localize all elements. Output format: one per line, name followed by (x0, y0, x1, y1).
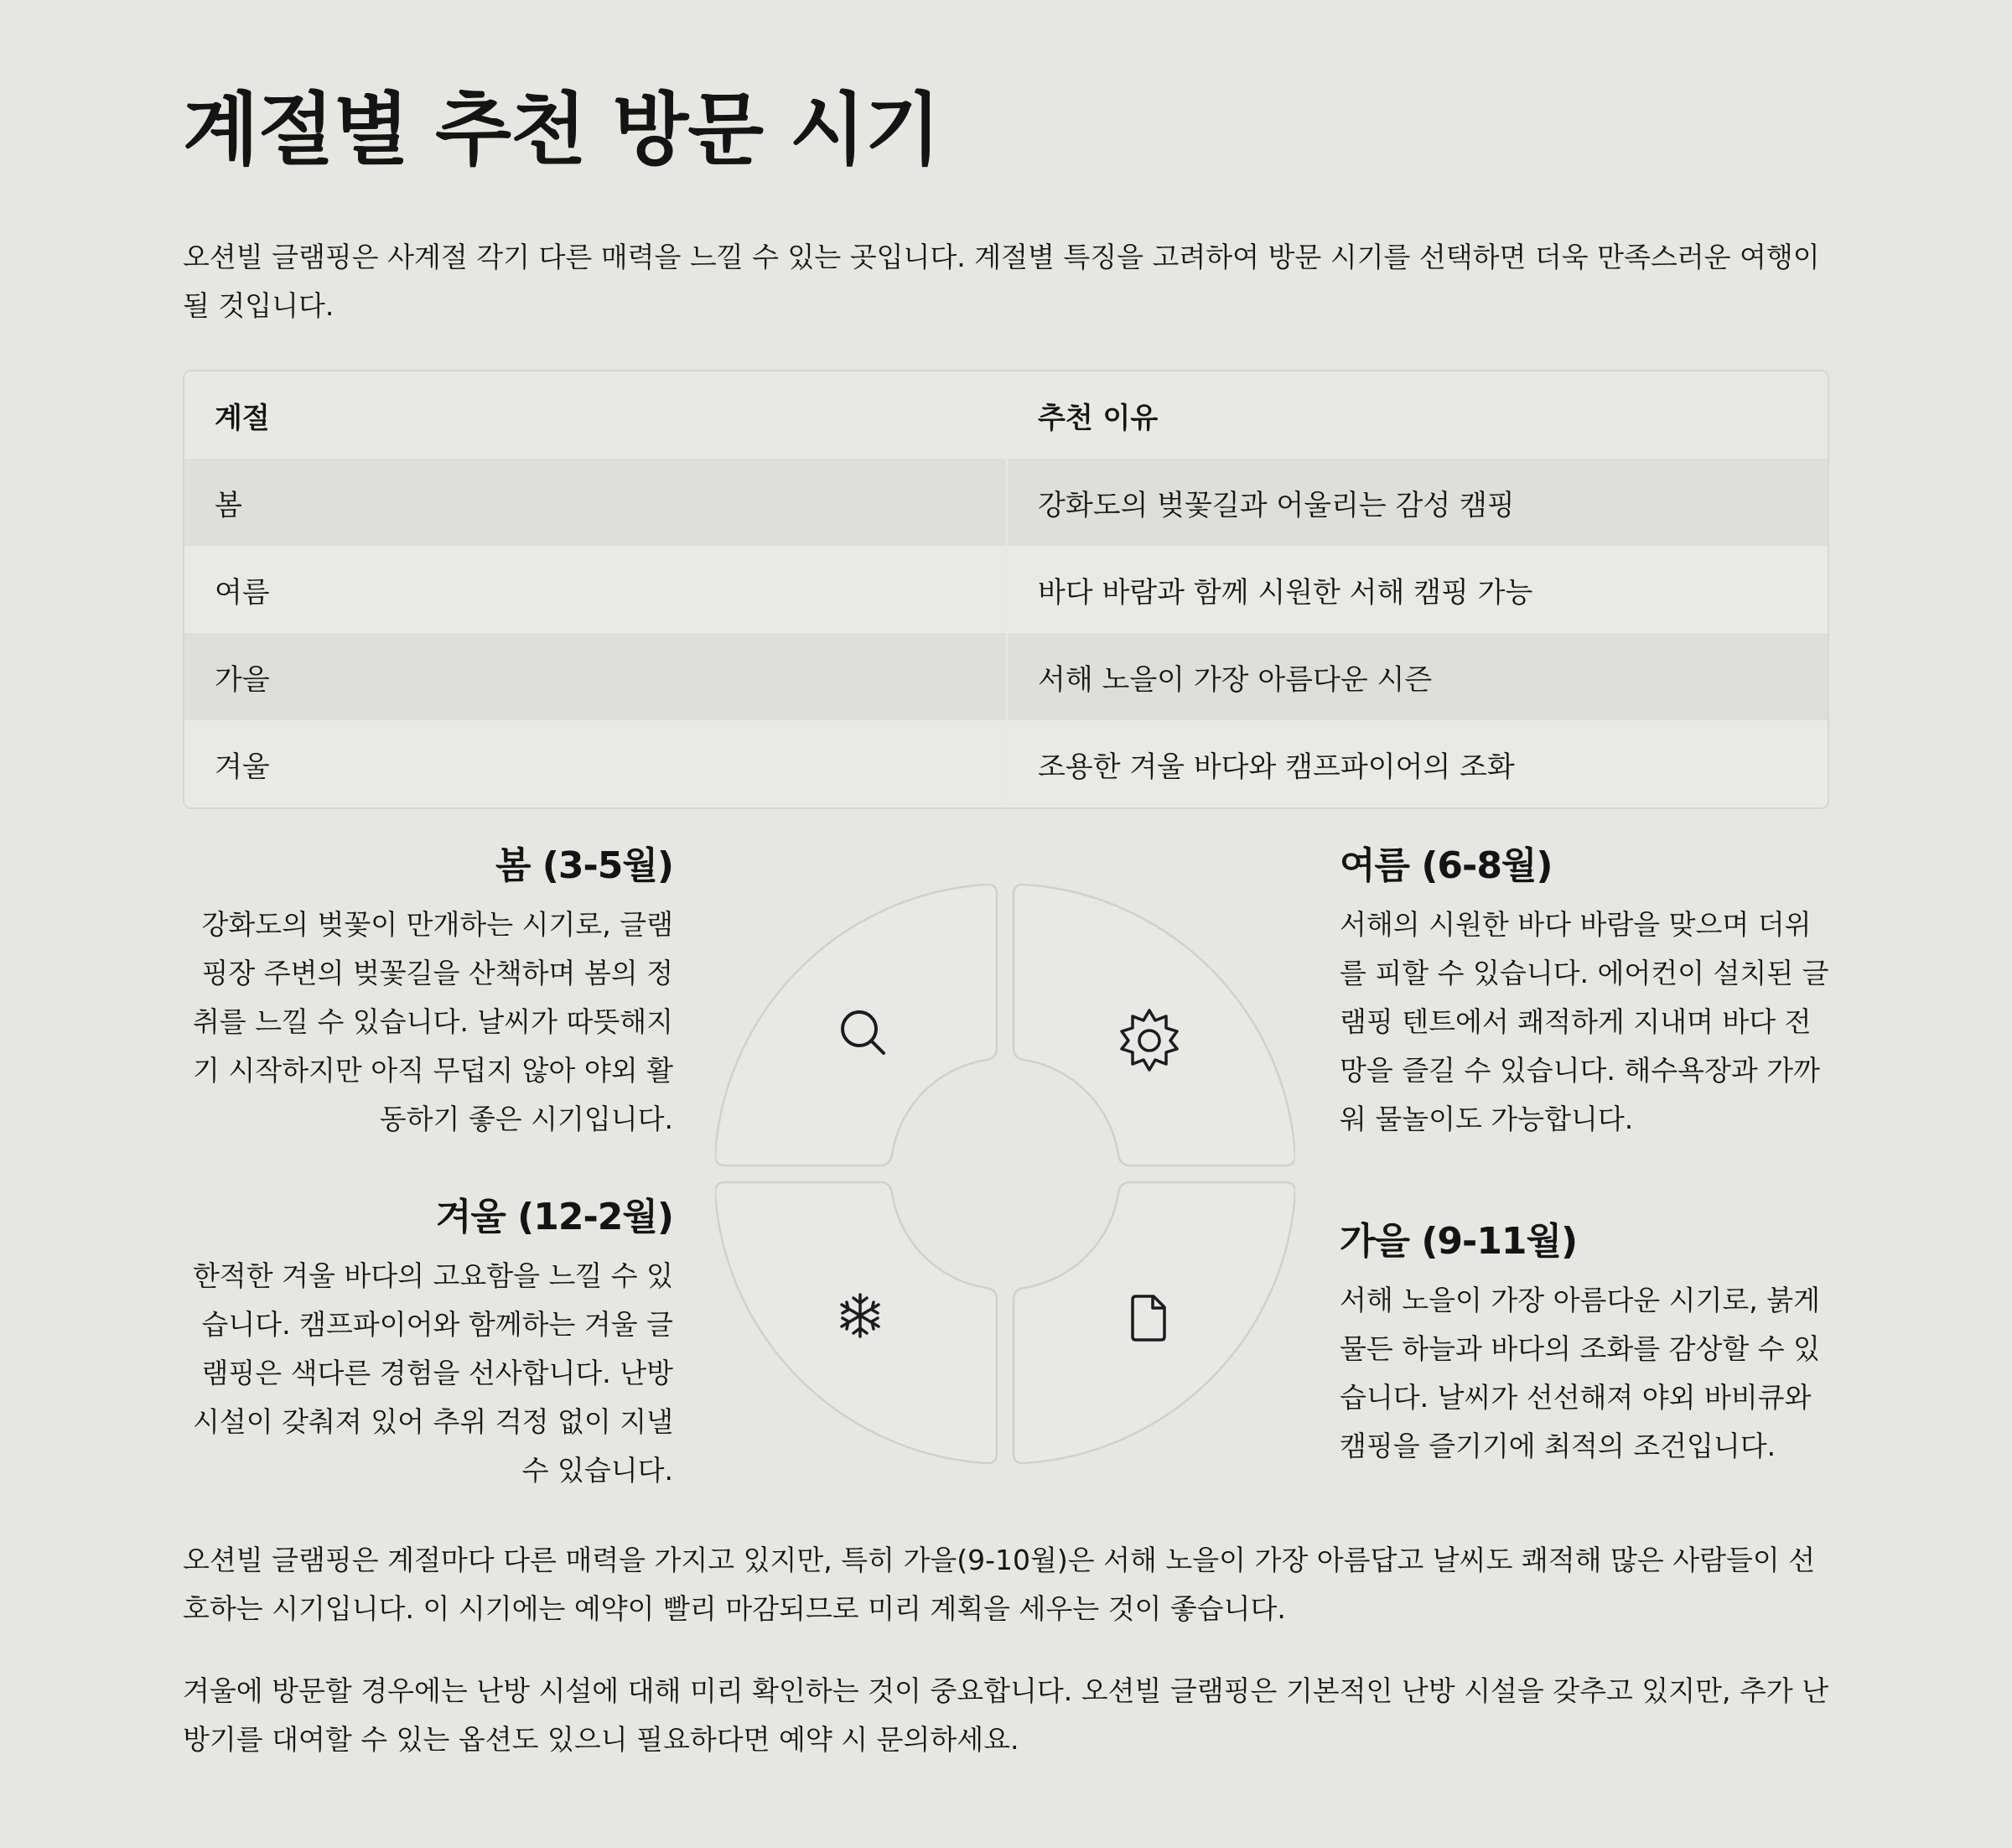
table-row (184, 459, 1828, 546)
table-cell-reason: 강화도의 벚꽃길과 어울리는 감성 캠핑 (1038, 488, 1515, 522)
season-wheel (715, 884, 1295, 1464)
summer-title: 여름 (6-8월) (1340, 844, 1553, 887)
spring-section (183, 842, 673, 1144)
table-cell-season: 여름 (184, 546, 1008, 633)
closing-paragraph-2: 겨울에 방문할 경우에는 난방 시설에 대해 미리 확인하는 것이 중요합니다. 오션빌 글램핑은 기본적인 난방 시설을 갖추고 있지만, 추가 난방기를 대여할 수 있는 옵션도 있으니 필요하다면 예약 시 문의하세요. (183, 1674, 1829, 1756)
winter-section (183, 1193, 673, 1495)
table-row (184, 633, 1828, 720)
table-row (184, 546, 1828, 633)
page-title: 계절별 추천 방문 시기 (183, 85, 941, 176)
table-header-row (184, 371, 1828, 459)
autumn-text: 서해 노을이 가장 아름다운 시기로, 붉게 물든 하늘과 바다의 조화를 감상할 수 있습니다. 날씨가 선선해져 야외 바비큐와 캠핑을 즐기기에 최적의 조건입니다. (1340, 1284, 1820, 1462)
table-cell-season: 봄 (184, 459, 1008, 546)
table-cell-season: 겨울 (184, 720, 1008, 807)
winter-title: 겨울 (12-2월) (435, 1196, 673, 1238)
wheel-segment-spring (715, 885, 997, 1165)
table-cell-reason: 조용한 겨울 바다와 캠프파이어의 조화 (1038, 750, 1515, 784)
autumn-section (1340, 1217, 1830, 1471)
table-cell-reason: 바다 바람과 함께 시원한 서해 캠핑 가능 (1038, 575, 1533, 610)
summer-text: 서해의 시원한 바다 바람을 맞으며 더위를 피할 수 있습니다. 에어컨이 설치된 글램핑 텐트에서 쾌적하게 지내며 바다 전망을 즐길 수 있습니다. 해수욕장과 가까워 물놀이도 가능합니다. (1340, 908, 1829, 1135)
table-header-season: 계절 (184, 371, 1008, 459)
closing-paragraph-1: 오션빌 글램핑은 계절마다 다른 매력을 가지고 있지만, 특히 가을(9-10월)은 서해 노을이 가장 아름답고 날씨도 쾌적해 많은 사람들이 선호하는 시기입니다. 이 시기에는 예약이 빨리 마감되므로 미리 계획을 세우는 것이 좋습니다. (183, 1544, 1816, 1625)
table-cell-reason: 서해 노을이 가장 아름다운 시즌 (1038, 662, 1433, 697)
wheel-segment-winter (715, 1182, 997, 1463)
autumn-title: 가을 (9-11월) (1340, 1220, 1578, 1263)
spring-title: 봄 (3-5월) (495, 844, 673, 887)
summer-section (1340, 842, 1830, 1144)
table-cell-season: 가을 (184, 633, 1008, 720)
season-table (183, 370, 1829, 809)
spring-text: 강화도의 벚꽃이 만개하는 시기로, 글램핑장 주변의 벚꽃길을 산책하며 봄의 정취를 느낄 수 있습니다. 날씨가 따뜻해지기 시작하지만 아직 무덥지 않아 야외 활동하기 좋은 시기입니다. (193, 908, 673, 1135)
intro-paragraph: 오션빌 글램핑은 사계절 각기 다른 매력을 느낄 수 있는 곳입니다. 계절별 특징을 고려하여 방문 시기를 선택하면 더욱 만족스러운 여행이 될 것입니다. (183, 241, 1820, 322)
wheel-segment-autumn (1014, 1182, 1295, 1463)
wheel-segment-summer (1014, 885, 1295, 1165)
table-row (184, 720, 1828, 807)
table-header-reason: 추천 이유 (1038, 401, 1159, 435)
winter-text: 한적한 겨울 바다의 고요함을 느낄 수 있습니다. 캠프파이어와 함께하는 겨울 글램핑은 색다른 경험을 선사합니다. 난방 시설이 갖춰져 있어 추위 걱정 없이 지낼 수 있습니다. (193, 1259, 673, 1487)
